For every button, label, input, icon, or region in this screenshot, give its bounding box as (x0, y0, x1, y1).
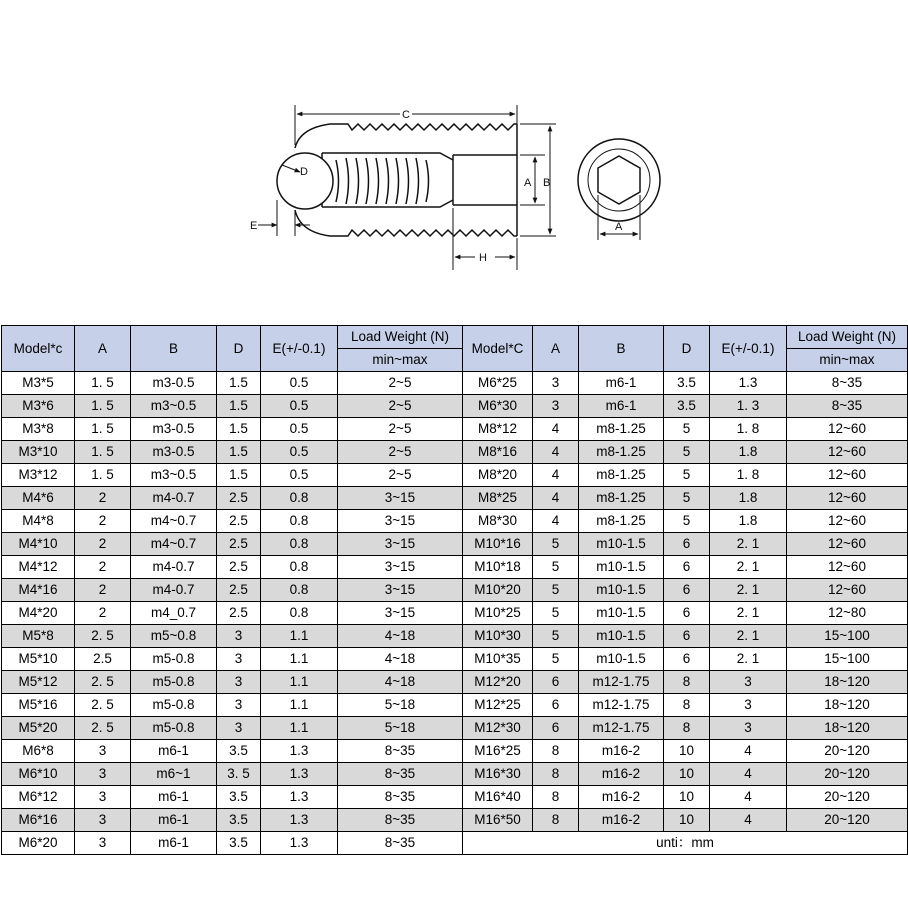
cell-right-load-range: 12~60 (787, 579, 908, 602)
table-row (2, 510, 908, 533)
col-header-model-left: Model*c (2, 326, 75, 372)
cell-right-model: M8*25 (463, 487, 533, 510)
table-row (2, 487, 908, 510)
cell-right-model: M16*50 (463, 809, 533, 832)
cell-right-model: M16*25 (463, 740, 533, 763)
col-subheader-range-left: min~max (338, 349, 463, 372)
cell-left-a: 3 (75, 809, 131, 832)
cell-left-d: 3.5 (217, 809, 261, 832)
cell-left-b: m4~0.7 (131, 533, 217, 556)
cell-left-d: 3. 5 (217, 763, 261, 786)
cell-right-d: 5 (664, 487, 710, 510)
cell-right-model: M6*25 (463, 372, 533, 395)
cell-left-e: 0.8 (261, 487, 338, 510)
cell-left-d: 1.5 (217, 372, 261, 395)
cell-left-e: 1.1 (261, 694, 338, 717)
cell-left-a: 2 (75, 579, 131, 602)
cell-left-b: m4_0.7 (131, 602, 217, 625)
header-row (2, 326, 908, 349)
cell-right-a: 8 (533, 786, 579, 809)
end-view-a-label: A (615, 221, 623, 233)
cell-right-a: 5 (533, 602, 579, 625)
cell-left-model: M4*12 (2, 556, 75, 579)
cell-left-b: m5-0.8 (131, 694, 217, 717)
cell-right-load-range: 12~60 (787, 487, 908, 510)
cell-right-d: 8 (664, 717, 710, 740)
cell-left-b: m3-0.5 (131, 372, 217, 395)
cell-right-a: 5 (533, 625, 579, 648)
unit-note: unti：mm (463, 832, 908, 855)
cell-right-b: m8-1.25 (579, 510, 664, 533)
cell-right-load-range: 18~120 (787, 717, 908, 740)
cell-left-d: 1.5 (217, 464, 261, 487)
cell-right-d: 5 (664, 418, 710, 441)
cell-left-d: 3.5 (217, 786, 261, 809)
cell-right-a: 4 (533, 487, 579, 510)
table-row (2, 533, 908, 556)
cell-left-a: 2. 5 (75, 671, 131, 694)
ball-plunger-drawing (0, 0, 908, 300)
cell-left-a: 2 (75, 533, 131, 556)
spec-table (1, 325, 908, 855)
cell-right-b: m10-1.5 (579, 602, 664, 625)
cell-left-b: m5~0.8 (131, 625, 217, 648)
cell-left-b: m3-0.5 (131, 418, 217, 441)
cell-right-b: m12-1.75 (579, 694, 664, 717)
cell-right-e: 4 (710, 786, 787, 809)
cell-right-d: 3.5 (664, 372, 710, 395)
cell-left-load-range: 3~15 (338, 579, 463, 602)
dim-h-label: H (479, 252, 487, 264)
cell-left-e: 0.5 (261, 395, 338, 418)
cell-right-b: m16-2 (579, 786, 664, 809)
cell-left-a: 2 (75, 510, 131, 533)
cell-left-e: 1.1 (261, 648, 338, 671)
cell-right-a: 3 (533, 395, 579, 418)
cell-left-e: 1.3 (261, 832, 338, 855)
cell-left-d: 1.5 (217, 395, 261, 418)
cell-right-d: 10 (664, 740, 710, 763)
cell-right-d: 10 (664, 763, 710, 786)
cell-left-load-range: 2~5 (338, 395, 463, 418)
cell-left-e: 1.1 (261, 671, 338, 694)
cell-left-d: 2.5 (217, 556, 261, 579)
cell-left-e: 1.3 (261, 763, 338, 786)
cell-right-model: M16*40 (463, 786, 533, 809)
cell-right-model: M10*35 (463, 648, 533, 671)
cell-left-model: M3*10 (2, 441, 75, 464)
cell-right-e: 3 (710, 694, 787, 717)
cell-right-load-range: 20~120 (787, 740, 908, 763)
cell-left-b: m3-0.5 (131, 441, 217, 464)
table-row (2, 648, 908, 671)
cell-left-model: M5*20 (2, 717, 75, 740)
cell-right-a: 6 (533, 694, 579, 717)
cell-left-d: 3 (217, 717, 261, 740)
col-header-b-left: B (131, 326, 217, 372)
cell-left-b: m6-1 (131, 832, 217, 855)
cell-right-model: M12*25 (463, 694, 533, 717)
cell-right-model: M10*20 (463, 579, 533, 602)
cell-left-model: M3*5 (2, 372, 75, 395)
cell-left-a: 3 (75, 786, 131, 809)
cell-right-model: M8*16 (463, 441, 533, 464)
col-header-b-right: B (579, 326, 664, 372)
cell-right-b: m12-1.75 (579, 717, 664, 740)
cell-right-b: m10-1.5 (579, 648, 664, 671)
cell-right-b: m10-1.5 (579, 533, 664, 556)
table-row (2, 441, 908, 464)
cell-left-e: 0.5 (261, 372, 338, 395)
cell-right-model: M16*30 (463, 763, 533, 786)
table-row (2, 602, 908, 625)
cell-right-load-range: 20~120 (787, 763, 908, 786)
col-header-model-right: Model*C (463, 326, 533, 372)
cell-right-d: 6 (664, 533, 710, 556)
cell-right-d: 5 (664, 441, 710, 464)
cell-right-e: 2. 1 (710, 556, 787, 579)
cell-right-e: 2. 1 (710, 625, 787, 648)
cell-right-load-range: 12~60 (787, 441, 908, 464)
col-header-a-left: A (75, 326, 131, 372)
cell-right-model: M10*18 (463, 556, 533, 579)
cell-right-d: 8 (664, 694, 710, 717)
cell-right-d: 6 (664, 648, 710, 671)
table-row (2, 763, 908, 786)
cell-left-d: 2.5 (217, 510, 261, 533)
cell-left-d: 2.5 (217, 533, 261, 556)
cell-left-load-range: 8~35 (338, 832, 463, 855)
cell-left-d: 3 (217, 648, 261, 671)
cell-right-d: 6 (664, 602, 710, 625)
cell-right-e: 1. 3 (710, 395, 787, 418)
cell-left-a: 3 (75, 763, 131, 786)
cell-right-a: 8 (533, 809, 579, 832)
cell-left-model: M4*6 (2, 487, 75, 510)
table-row (2, 694, 908, 717)
cell-right-model: M12*30 (463, 717, 533, 740)
cell-right-b: m6-1 (579, 395, 664, 418)
cell-right-b: m12-1.75 (579, 671, 664, 694)
cell-right-e: 4 (710, 740, 787, 763)
cell-right-load-range: 15~100 (787, 648, 908, 671)
cell-left-a: 2 (75, 602, 131, 625)
cell-right-d: 10 (664, 809, 710, 832)
cell-right-a: 5 (533, 579, 579, 602)
cell-left-model: M3*8 (2, 418, 75, 441)
cell-right-e: 2. 1 (710, 648, 787, 671)
cell-left-b: m4-0.7 (131, 579, 217, 602)
cell-left-load-range: 2~5 (338, 418, 463, 441)
cell-left-e: 0.8 (261, 602, 338, 625)
col-header-e-left: E(+/-0.1) (261, 326, 338, 372)
cell-left-a: 1. 5 (75, 372, 131, 395)
cell-left-a: 3 (75, 740, 131, 763)
cell-right-a: 4 (533, 441, 579, 464)
cell-right-model: M10*25 (463, 602, 533, 625)
cell-left-b: m3~0.5 (131, 395, 217, 418)
col-header-load-left: Load Weight (N) (338, 326, 463, 349)
cell-right-e: 2. 1 (710, 602, 787, 625)
cell-right-b: m10-1.5 (579, 625, 664, 648)
col-header-d-left: D (217, 326, 261, 372)
cell-left-e: 1.3 (261, 740, 338, 763)
cell-right-load-range: 20~120 (787, 809, 908, 832)
cell-right-a: 4 (533, 418, 579, 441)
cell-left-model: M3*12 (2, 464, 75, 487)
cell-left-model: M6*10 (2, 763, 75, 786)
cell-right-b: m8-1.25 (579, 418, 664, 441)
cell-left-a: 1. 5 (75, 441, 131, 464)
cell-right-b: m8-1.25 (579, 487, 664, 510)
cell-right-model: M10*16 (463, 533, 533, 556)
cell-right-b: m16-2 (579, 809, 664, 832)
cell-right-model: M8*20 (463, 464, 533, 487)
cell-right-b: m10-1.5 (579, 556, 664, 579)
cell-right-load-range: 12~60 (787, 533, 908, 556)
cell-left-model: M4*16 (2, 579, 75, 602)
cell-left-a: 2.5 (75, 648, 131, 671)
cell-left-d: 2.5 (217, 579, 261, 602)
col-header-a-right: A (533, 326, 579, 372)
cell-left-load-range: 2~5 (338, 441, 463, 464)
cell-right-d: 10 (664, 786, 710, 809)
cell-left-load-range: 2~5 (338, 372, 463, 395)
cell-left-a: 2. 5 (75, 694, 131, 717)
table-row (2, 464, 908, 487)
cell-left-e: 1.3 (261, 786, 338, 809)
table-row (2, 556, 908, 579)
cell-left-a: 2 (75, 556, 131, 579)
cell-left-b: m4-0.7 (131, 487, 217, 510)
cell-left-b: m6-1 (131, 740, 217, 763)
cell-left-model: M4*8 (2, 510, 75, 533)
cell-right-b: m16-2 (579, 740, 664, 763)
cell-right-load-range: 12~60 (787, 510, 908, 533)
cell-right-d: 6 (664, 556, 710, 579)
table-row (2, 579, 908, 602)
cell-left-d: 2.5 (217, 602, 261, 625)
cell-left-load-range: 4~18 (338, 648, 463, 671)
cell-left-d: 3.5 (217, 832, 261, 855)
cell-right-model: M8*30 (463, 510, 533, 533)
cell-right-b: m6-1 (579, 372, 664, 395)
cell-left-model: M6*12 (2, 786, 75, 809)
cell-right-e: 1.8 (710, 510, 787, 533)
cell-right-a: 3 (533, 372, 579, 395)
cell-right-e: 4 (710, 763, 787, 786)
cell-right-e: 1.8 (710, 487, 787, 510)
cell-left-a: 2 (75, 487, 131, 510)
cell-right-model: M10*30 (463, 625, 533, 648)
cell-right-e: 3 (710, 717, 787, 740)
dim-b-label: B (543, 177, 551, 189)
cell-left-model: M5*8 (2, 625, 75, 648)
cell-left-model: M5*16 (2, 694, 75, 717)
cell-right-e: 3 (710, 671, 787, 694)
dim-a-label: A (524, 177, 532, 189)
cell-right-load-range: 18~120 (787, 671, 908, 694)
cell-left-a: 2. 5 (75, 717, 131, 740)
col-header-e-right: E(+/-0.1) (710, 326, 787, 372)
cell-left-model: M6*16 (2, 809, 75, 832)
cell-left-b: m6~1 (131, 763, 217, 786)
cell-left-model: M5*10 (2, 648, 75, 671)
col-header-d-right: D (664, 326, 710, 372)
cell-left-d: 3 (217, 671, 261, 694)
cell-right-load-range: 8~35 (787, 395, 908, 418)
cell-left-model: M3*6 (2, 395, 75, 418)
cell-right-b: m16-2 (579, 763, 664, 786)
cell-right-a: 6 (533, 717, 579, 740)
col-header-load-right: Load Weight (N) (787, 326, 908, 349)
cell-right-a: 5 (533, 533, 579, 556)
cell-left-b: m4~0.7 (131, 510, 217, 533)
cell-left-e: 1.1 (261, 717, 338, 740)
cell-left-model: M6*20 (2, 832, 75, 855)
cell-left-b: m5-0.8 (131, 671, 217, 694)
cell-right-b: m8-1.25 (579, 464, 664, 487)
cell-left-e: 0.5 (261, 418, 338, 441)
cell-right-e: 1. 8 (710, 418, 787, 441)
cell-right-d: 8 (664, 671, 710, 694)
cell-right-model: M12*20 (463, 671, 533, 694)
cell-right-d: 3.5 (664, 395, 710, 418)
cell-left-b: m5-0.8 (131, 717, 217, 740)
cell-right-model: M8*12 (463, 418, 533, 441)
cell-left-a: 1. 5 (75, 418, 131, 441)
cell-right-load-range: 15~100 (787, 625, 908, 648)
cell-right-a: 5 (533, 648, 579, 671)
cell-left-e: 1.1 (261, 625, 338, 648)
cell-right-load-range: 12~60 (787, 418, 908, 441)
cell-left-load-range: 3~15 (338, 510, 463, 533)
cell-left-load-range: 8~35 (338, 809, 463, 832)
cell-left-a: 1. 5 (75, 464, 131, 487)
table-row (2, 786, 908, 809)
cell-left-a: 1. 5 (75, 395, 131, 418)
table-row (2, 740, 908, 763)
cell-right-load-range: 12~60 (787, 556, 908, 579)
cell-left-load-range: 8~35 (338, 786, 463, 809)
cell-left-d: 3.5 (217, 740, 261, 763)
cell-left-e: 0.8 (261, 510, 338, 533)
table-row (2, 717, 908, 740)
cell-left-d: 3 (217, 694, 261, 717)
cell-left-load-range: 3~15 (338, 602, 463, 625)
cell-right-d: 5 (664, 510, 710, 533)
cell-left-d: 1.5 (217, 418, 261, 441)
dim-d-label: D (300, 166, 308, 178)
cell-right-e: 4 (710, 809, 787, 832)
cell-right-d: 6 (664, 625, 710, 648)
table-row (2, 418, 908, 441)
cell-left-e: 0.5 (261, 464, 338, 487)
cell-right-a: 4 (533, 510, 579, 533)
cell-right-load-range: 12~80 (787, 602, 908, 625)
cell-left-e: 0.5 (261, 441, 338, 464)
cell-left-d: 1.5 (217, 441, 261, 464)
cell-right-load-range: 8~35 (787, 372, 908, 395)
cell-left-load-range: 5~18 (338, 694, 463, 717)
cell-left-load-range: 2~5 (338, 464, 463, 487)
cell-right-d: 6 (664, 579, 710, 602)
cell-right-a: 8 (533, 740, 579, 763)
dim-c-label: C (402, 109, 410, 121)
cell-right-e: 2. 1 (710, 579, 787, 602)
cell-right-load-range: 18~120 (787, 694, 908, 717)
table-row (2, 625, 908, 648)
cell-right-b: m10-1.5 (579, 579, 664, 602)
cell-right-load-range: 20~120 (787, 786, 908, 809)
cell-left-d: 3 (217, 625, 261, 648)
cell-left-load-range: 8~35 (338, 763, 463, 786)
cell-right-b: m8-1.25 (579, 441, 664, 464)
cell-right-a: 5 (533, 556, 579, 579)
col-subheader-range-right: min~max (787, 349, 908, 372)
cell-left-e: 1.3 (261, 809, 338, 832)
cell-left-e: 0.8 (261, 556, 338, 579)
cell-right-e: 1.3 (710, 372, 787, 395)
cell-left-d: 2.5 (217, 487, 261, 510)
cell-left-load-range: 8~35 (338, 740, 463, 763)
cell-right-e: 1.8 (710, 441, 787, 464)
cell-left-b: m3~0.5 (131, 464, 217, 487)
cell-left-load-range: 3~15 (338, 556, 463, 579)
cell-right-a: 4 (533, 464, 579, 487)
table-row (2, 671, 908, 694)
cell-right-model: M6*30 (463, 395, 533, 418)
cell-left-model: M6*8 (2, 740, 75, 763)
cell-left-e: 0.8 (261, 533, 338, 556)
cell-left-b: m6-1 (131, 809, 217, 832)
cell-left-model: M5*12 (2, 671, 75, 694)
cell-left-load-range: 4~18 (338, 671, 463, 694)
cell-right-e: 2. 1 (710, 533, 787, 556)
cell-right-a: 6 (533, 671, 579, 694)
table-row (2, 832, 908, 855)
cell-right-d: 5 (664, 464, 710, 487)
cell-left-e: 0.8 (261, 579, 338, 602)
cell-left-b: m4-0.7 (131, 556, 217, 579)
cell-left-a: 2. 5 (75, 625, 131, 648)
side-view (277, 124, 517, 236)
dim-e-label: E (250, 220, 258, 232)
table-row (2, 395, 908, 418)
cell-left-a: 3 (75, 832, 131, 855)
cell-left-load-range: 3~15 (338, 533, 463, 556)
cell-left-model: M4*10 (2, 533, 75, 556)
table-row (2, 809, 908, 832)
cell-left-model: M4*20 (2, 602, 75, 625)
cell-left-b: m6-1 (131, 786, 217, 809)
cell-right-load-range: 12~60 (787, 464, 908, 487)
table-row (2, 372, 908, 395)
cell-left-load-range: 4~18 (338, 625, 463, 648)
cell-left-b: m5-0.8 (131, 648, 217, 671)
cell-left-load-range: 3~15 (338, 487, 463, 510)
cell-right-a: 8 (533, 763, 579, 786)
cell-right-e: 1. 8 (710, 464, 787, 487)
cell-left-load-range: 5~18 (338, 717, 463, 740)
